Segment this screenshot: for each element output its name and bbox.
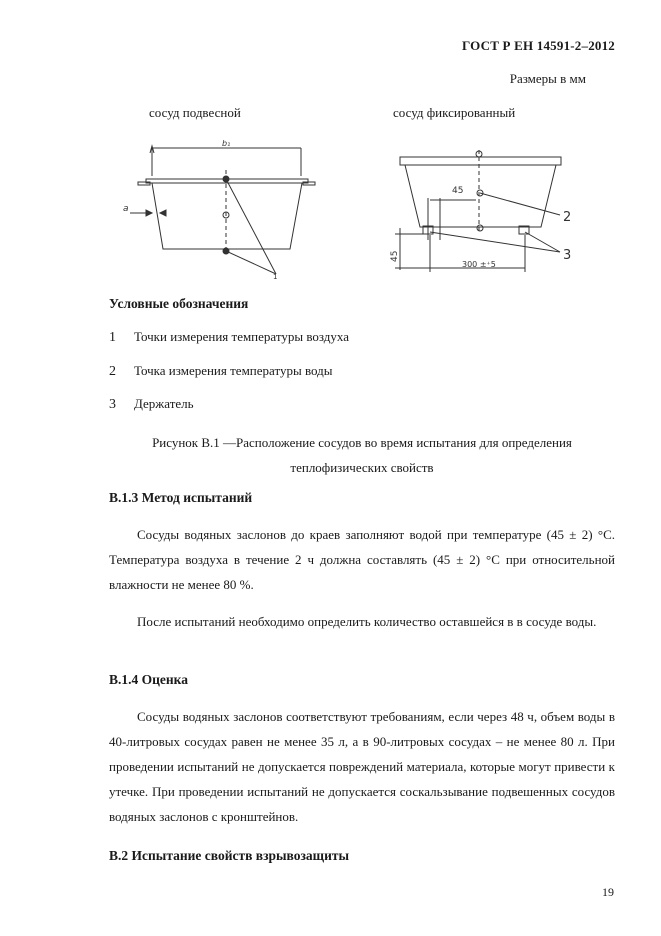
paragraph-method-2: После испытаний необходимо определить количество оставшейся в в сосуде воды.	[137, 614, 597, 629]
legend-item-text: Держатель	[134, 396, 194, 411]
legend-item-number: 3	[109, 397, 116, 412]
dim-300-label: 300 ±⁺5	[462, 260, 496, 269]
dim-45-top-label: 45	[452, 186, 464, 196]
section-heading-explosion: В.2 Испытание свойств взрывозащиты	[109, 848, 350, 863]
callout-2-label: 2	[563, 210, 572, 225]
figure-caption: Рисунок В.1 —Расположение сосудов во время испытания для определения теплофизических свойств	[152, 435, 572, 475]
fixed-vessel-drawing	[395, 150, 561, 272]
legend-item-3	[109, 396, 194, 413]
suspended-vessel-drawing	[130, 146, 315, 274]
paragraph-evaluation-1: Сосуды водяных заслонов соответствуют требованиям, если через 48 ч, объем воды в 40-литровых сосудах равен не менее 35 л, а в 90-литровых сосудах – не менее 80 л. При проведении испытаний не допускается повреждений материала, которые могут привести к утечке. При проведении испытаний не допускается соскальзывание подвешенных сосудов водяных заслонов с кронштейнов.	[109, 709, 615, 824]
units-note: Размеры в мм	[509, 71, 586, 86]
document-header: ГОСТ Р ЕН 14591-2–2012	[462, 38, 615, 53]
callout-1-label: 1	[273, 273, 278, 281]
page-number: 19	[602, 885, 614, 899]
dim-b1-label: b₁	[222, 139, 231, 148]
paragraph-text: Сосуды водяных заслонов до краев заполняют водой при температуре (45 ± 2) °С. Температура воздуха в течение 2 ч должна составлять (45 ± 2) °С при относительной влажности не менее 80 %.	[109, 527, 615, 592]
legend-item-2	[109, 363, 332, 380]
legend-item-text: Точка измерения температуры воды	[134, 363, 333, 378]
vessel-diagram	[0, 130, 661, 290]
callout-3-label: 3	[563, 248, 572, 263]
legend-item-text: Точки измерения температуры воздуха	[134, 329, 350, 344]
legend-item-number: 1	[109, 330, 116, 345]
dim-45-side-label: 45	[390, 250, 400, 262]
legend-item-1	[109, 329, 349, 346]
section-heading-method: В.1.3 Метод испытаний	[109, 490, 253, 505]
legend-item-number: 2	[109, 364, 116, 379]
section-heading-evaluation: В.1.4 Оценка	[109, 672, 189, 687]
dim-a-label: a	[123, 204, 129, 214]
left-vessel-caption: сосуд подвесной	[149, 105, 241, 120]
right-vessel-caption: сосуд фиксированный	[393, 105, 516, 120]
legend-title: Условные обозначения	[109, 296, 249, 311]
paragraph-method-1	[109, 522, 615, 597]
